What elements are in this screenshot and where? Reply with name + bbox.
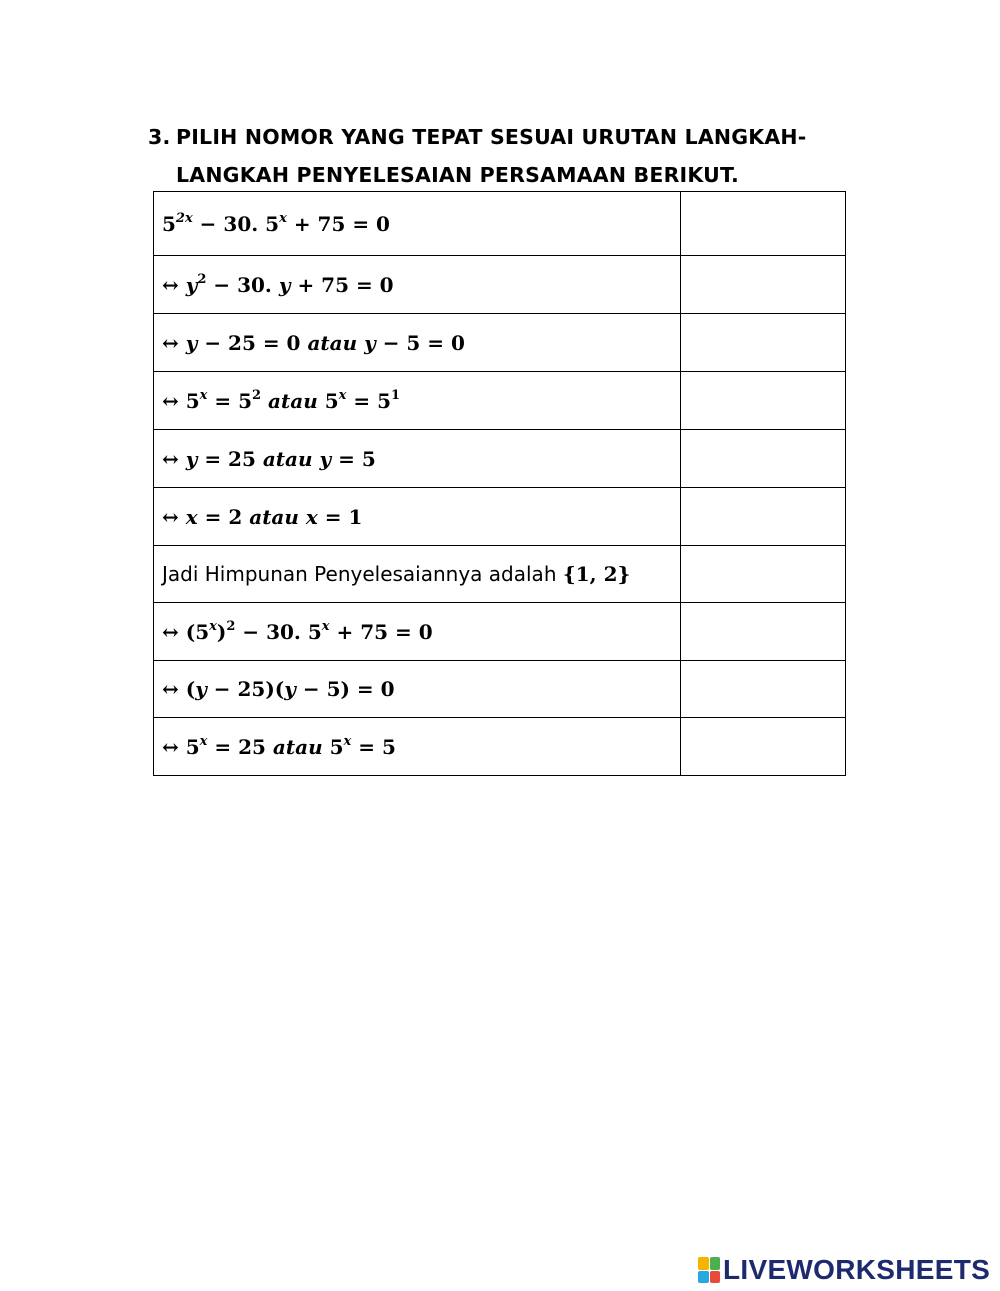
step-expression: ↔ x = 2 atau x = 1 (154, 488, 681, 546)
liveworksheets-logo-icon (698, 1257, 720, 1283)
steps-table (153, 191, 846, 776)
step-expression: ↔ $5^x = 25$ atau $5^x = 5$ (154, 718, 681, 776)
question-text-line-1: PILIH NOMOR YANG TEPAT SESUAI URUTAN LANGKAH- (176, 125, 807, 149)
answer-cell[interactable] (681, 192, 846, 256)
question-heading (148, 118, 868, 194)
liveworksheets-logo (698, 1254, 990, 1286)
question-text-line-2: LANGKAH PENYELESAIAN PERSAMAAN BERIKUT. (176, 163, 740, 187)
table-row (154, 430, 846, 488)
question-line-1 (148, 118, 868, 156)
question-number: 3. (148, 125, 171, 149)
step-expression: Jadi Himpunan Penyelesaiannya adalah {1, 2} (154, 546, 681, 603)
step-expression: ↔ y − 25 = 0 atau y − 5 = 0 (154, 314, 681, 372)
answer-cell[interactable] (681, 603, 846, 661)
answer-cell[interactable] (681, 546, 846, 603)
answer-cell[interactable] (681, 314, 846, 372)
table-row (154, 256, 846, 314)
table-row (154, 192, 846, 256)
step-expression: ↔ y = 25 atau y = 5 (154, 430, 681, 488)
table-row (154, 546, 846, 603)
answer-cell[interactable] (681, 661, 846, 718)
answer-cell[interactable] (681, 430, 846, 488)
brand-name: LIVEWORKSHEETS (723, 1254, 991, 1285)
answer-cell[interactable] (681, 372, 846, 430)
table-row (154, 718, 846, 776)
step-expression: ↔ $5^x = 5^2$ atau $5^x = 5^1$ (154, 372, 681, 430)
step-expression: ↔ (y − 25)(y − 5) = 0 (154, 661, 681, 718)
answer-cell[interactable] (681, 718, 846, 776)
step-expression: ↔ $y^2 - 30$. y + 75 = 0 (154, 256, 681, 314)
table-row (154, 488, 846, 546)
table-row (154, 661, 846, 718)
table-row (154, 314, 846, 372)
step-expression: $5^{2x} - 30$. $5^x + 75 = 0$ (154, 192, 681, 256)
table-row (154, 372, 846, 430)
answer-cell[interactable] (681, 488, 846, 546)
answer-cell[interactable] (681, 256, 846, 314)
step-expression: ↔ $(5^x)^2 - 30$. $5^x + 75 = 0$ (154, 603, 681, 661)
table-row (154, 603, 846, 661)
